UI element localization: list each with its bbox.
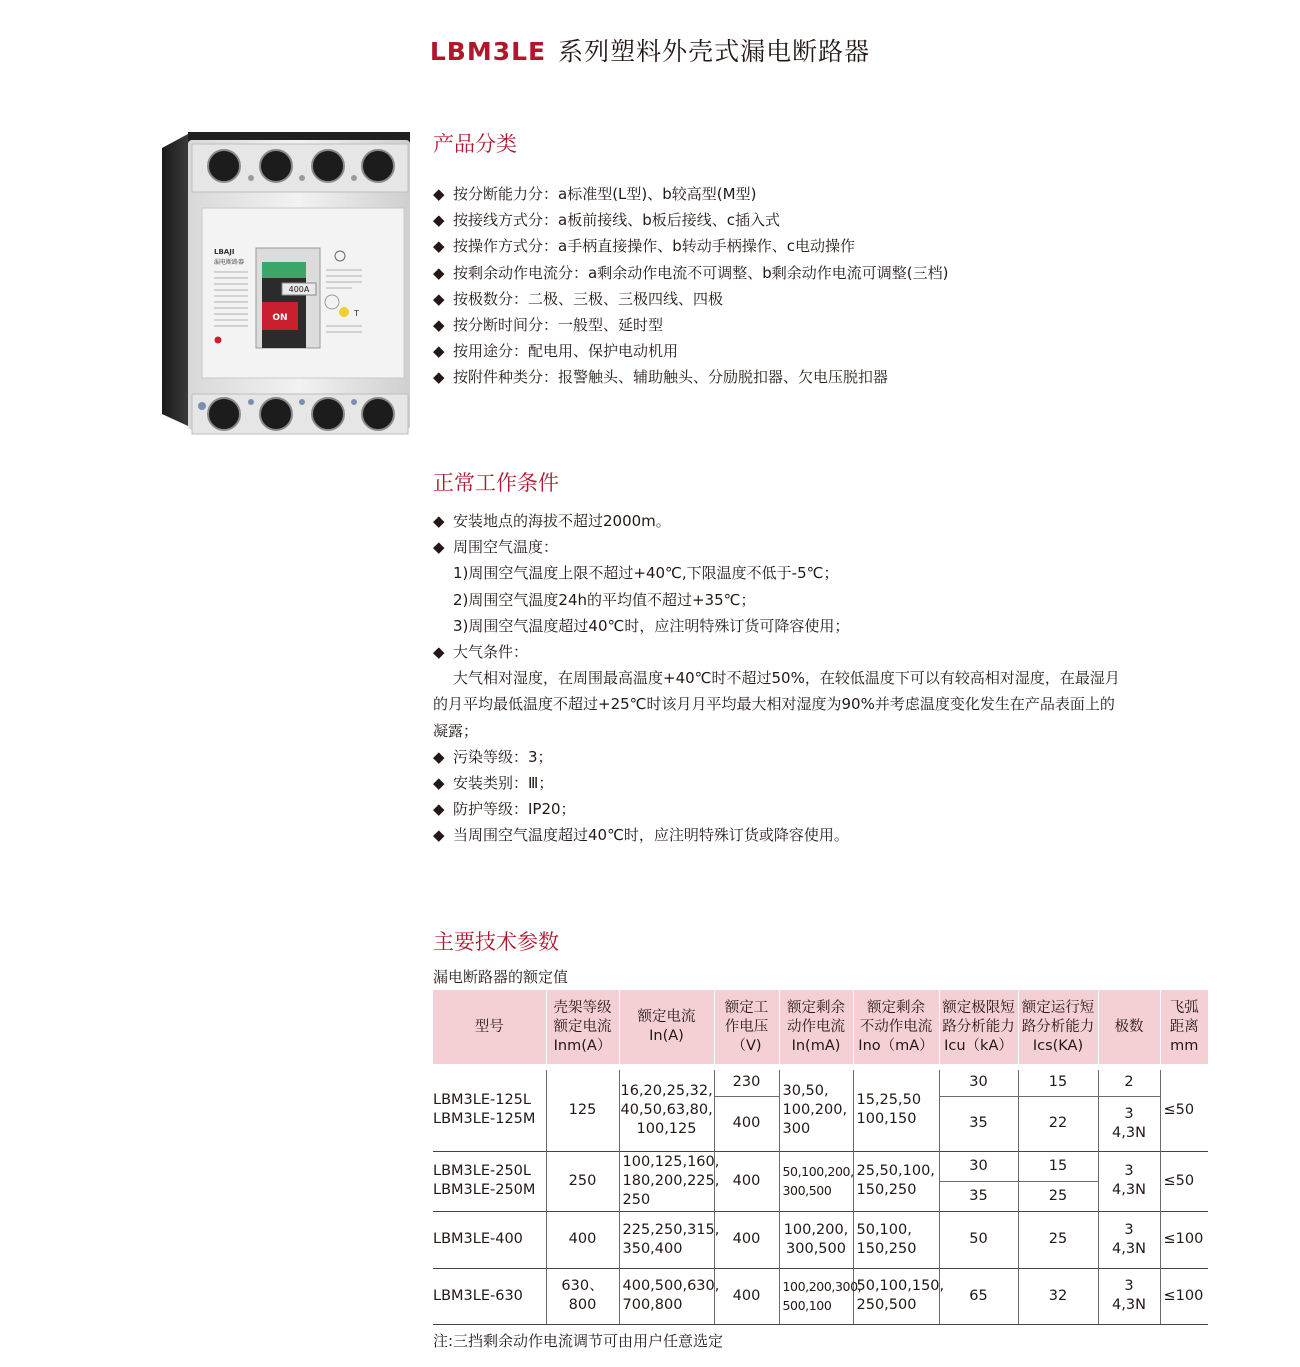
- table-note: 注:三挡剩余动作电流调节可由用户任意选定: [433, 1332, 724, 1350]
- table-header-row: [433, 990, 1208, 1064]
- condition-line: 2)周围空气温度24h的平均值不超过+35℃；: [453, 590, 756, 609]
- col-residual-operating: 额定剩余 动作电流 In(mA): [779, 990, 853, 1064]
- col-model: 型号: [433, 990, 546, 1064]
- condition-line: ◆ 大气条件：: [433, 639, 1223, 665]
- table-row: LBM3LE-250L LBM3LE-250M 250 100,125,160, 180,200,225, 250 400 50,100,200, 300,500 25,50,100, 150,250 30 15 3 4,3N ≤50: [433, 1151, 1208, 1181]
- bullet-icon: ◆: [433, 773, 445, 792]
- col-ics: 额定运行短 路分析能力 Ics(KA): [1018, 990, 1098, 1064]
- list-item: ◆ 按极数分：二极、三极、三极四线、四极: [433, 286, 948, 312]
- specs-table: [433, 990, 1208, 1325]
- list-item: ◆ 按分断能力分：a标准型(L型)、b较高型(M型): [433, 181, 948, 207]
- col-residual-non-operating: 额定剩余 不动作电流 Ino（mA）: [853, 990, 939, 1064]
- condition-line: 1)周围空气温度上限不超过+40℃,下限温度不低于-5℃；: [453, 564, 839, 583]
- brand-logo: LBAJI: [214, 248, 235, 256]
- bullet-icon: ◆: [433, 185, 445, 203]
- bullet-icon: ◆: [433, 512, 445, 530]
- condition-line: ◆ 防护等级：IP20；: [433, 796, 1223, 822]
- bullet-icon: ◆: [433, 642, 445, 661]
- table-row: LBM3LE-400 400 225,250,315, 350,400 400 100,200, 300,500 50,100, 150,250 50 25 3 4,3N ≤100: [433, 1211, 1208, 1268]
- table-row: LBM3LE-630 630、 800 400,500,630, 700,800 400 100,200,300, 500,100 50,100,150, 250,500 65 32 3 4,3N ≤100: [433, 1268, 1208, 1324]
- classification-heading: 产品分类: [433, 132, 517, 156]
- condition-line: ◆ 安装类别：Ⅲ；: [433, 770, 1223, 796]
- list-item: ◆ 按用途分：配电用、保护电动机用: [433, 338, 948, 364]
- specs-subtitle: 漏电断路器的额定值: [433, 968, 569, 986]
- condition-line: ◆ 安装地点的海拔不超过2000m。: [433, 508, 1223, 534]
- list-item: ◆ 按分断时间分：一般型、延时型: [433, 312, 948, 338]
- col-rated-voltage: 额定工 作电压 （V): [714, 990, 779, 1064]
- condition-line: 大气相对湿度，在周围最高温度+40℃时不超过50%，在较低温度下可以有较高相对湿度，在最湿月: [453, 669, 1120, 688]
- bullet-icon: ◆: [433, 826, 445, 845]
- device-label: 漏电断路器: [214, 259, 245, 266]
- bullet-icon: ◆: [433, 211, 445, 230]
- condition-line: ◆ 当周围空气温度超过40℃时，应注明特殊订货或降容使用。: [433, 822, 1223, 848]
- condition-line: ◆ 周围空气温度：: [433, 534, 1223, 560]
- on-label: ON: [272, 313, 288, 323]
- breaker-product-image: [162, 126, 418, 440]
- bullet-icon: ◆: [433, 237, 445, 256]
- list-item: ◆ 按接线方式分：a板前接线、b板后接线、c插入式: [433, 207, 948, 233]
- condition-line: 的月平均最低温度不超过+25℃时该月月平均最大相对湿度为90%并考虑温度变化发生在产品表面上的: [433, 695, 1115, 714]
- conditions-body: [433, 508, 1223, 848]
- bullet-icon: ◆: [433, 747, 445, 766]
- bullet-icon: ◆: [433, 263, 445, 282]
- list-item: ◆ 按操作方式分：a手柄直接操作、b转动手柄操作、c电动操作: [433, 233, 948, 259]
- col-rated-current: 额定电流 In(A): [619, 990, 714, 1064]
- bullet-icon: ◆: [433, 342, 445, 361]
- condition-line: 凝露；: [433, 721, 479, 740]
- col-poles: 极数: [1098, 990, 1160, 1064]
- title-model: LBM3LE: [429, 37, 547, 66]
- table-row: 35 25: [433, 1181, 1208, 1211]
- table-row: 400 35 22 3 4,3N: [433, 1096, 1208, 1151]
- bullet-icon: ◆: [433, 315, 445, 334]
- list-item: ◆ 按附件种类分：报警触头、辅助触头、分励脱扣器、欠电压脱扣器: [433, 364, 948, 390]
- conditions-heading: 正常工作条件: [433, 471, 559, 495]
- test-label: T: [354, 309, 359, 318]
- list-item: ◆ 按剩余动作电流分：a剩余动作电流不可调整、b剩余动作电流可调整(三档): [433, 260, 948, 286]
- bullet-icon: ◆: [433, 538, 445, 557]
- bullet-icon: ◆: [433, 289, 445, 308]
- condition-line: 3)周围空气温度超过40℃时，应注明特殊订货可降容使用；: [453, 616, 850, 635]
- table-row: LBM3LE-125L LBM3LE-125M 125 16,20,25,32, 40,50,63,80, 100,125 230 30,50, 100,200, 300 15,25,50 100,150 30 15 2 ≤50: [433, 1070, 1208, 1096]
- page-title: [0, 34, 1300, 70]
- col-icu: 额定极限短 路分析能力 Icu（kA）: [939, 990, 1018, 1064]
- col-frame-current: 壳架等级 额定电流 Inm(A）: [546, 990, 619, 1064]
- rating-label: 400A: [288, 285, 310, 294]
- title-name: 系列塑料外壳式漏电断路器: [558, 37, 871, 66]
- condition-line: ◆ 污染等级：3；: [433, 744, 1223, 770]
- classification-list: [433, 181, 948, 391]
- specs-heading: 主要技术参数: [433, 930, 559, 954]
- col-arc-distance: 飞弧 距离 mm: [1160, 990, 1208, 1064]
- bullet-icon: ◆: [433, 368, 445, 387]
- bullet-icon: ◆: [433, 800, 445, 819]
